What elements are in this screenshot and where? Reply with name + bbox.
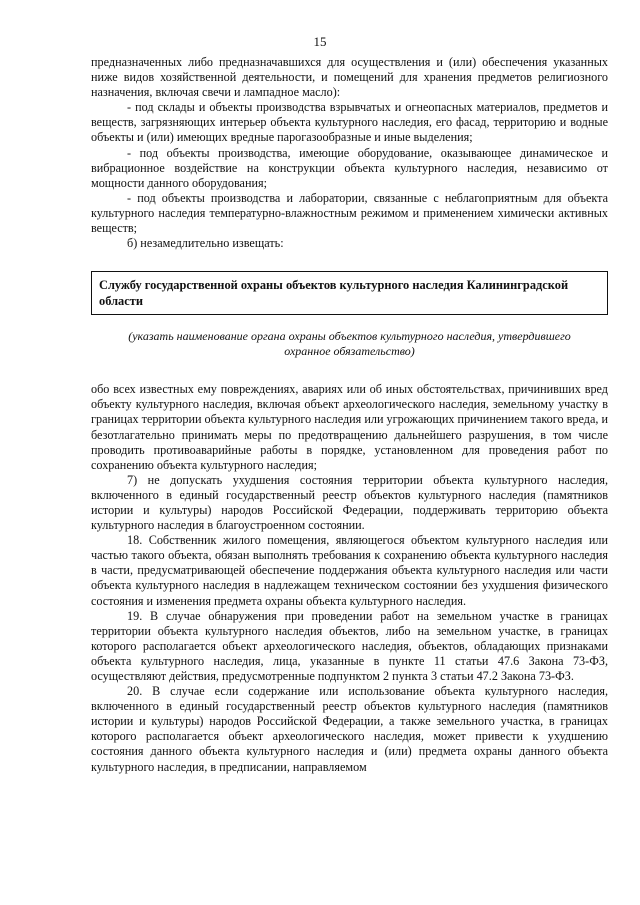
paragraph-section-19: 19. В случае обнаружения при проведении работ на земельном участке в границах территории объекта культурного наследия объектов, либо на земельном участке, в границах которого располагается объект археологического наследия, объектов, обладающих признаками объекта культурного наследия, лица, указанные в пункте 11 статьи 47.6 Закона 73-ФЗ, осуществляют действия, предусмотренные подпунктом 2 пункта 3 статьи 47.2 Закона 73-ФЗ. <box>91 608 608 683</box>
list-item-dynamic-equipment: - под объекты производства, имеющие оборудование, оказывающее динамическое и вибрационное воздействие на конструкции объекта культурного наследия, независимо от мощности данного оборудования; <box>91 145 608 190</box>
authority-caption: (указать наименование органа охраны объектов культурного наследия, утвердившего охранное обязательство) <box>128 329 571 358</box>
paragraph-notify: б) незамедлительно извещать: <box>127 236 284 251</box>
paragraph-damage-report: обо всех известных ему повреждениях, авариях или об иных обстоятельствах, причинивших вред объекту культурного наследия, включая объект археологического наследия, земельному участку в границах территории объекта культурного наследия или угрожающих причинением такого вреда, и безотлагательно принимать меры по предотвращению дальнейшего разрушения, в том числе проводить противоаварийные работы в порядке, установленном для проведения работ по сохранению объекта культурного наследия; <box>91 382 608 472</box>
page-number: 15 <box>313 34 327 49</box>
paragraph-section-18: 18. Собственник жилого помещения, являющегося объектом культурного наследия или частью такого объекта, обязан выполнять требования к сохранению объекта культурного наследия в части, предусматривающей обеспечение поддержания объекта культурного наследия или части объекта культурного наследия в надлежащем техническом состоянии без ухудшения физического состояния и изменения предмета охраны объекта культурного наследия. <box>91 533 608 608</box>
spacer <box>91 358 608 382</box>
authority-name-box: Службу государственной охраны объектов культурного наследия Калининградской области <box>91 271 608 315</box>
paragraph-intro: предназначенных либо предназначавшихся для осуществления и (или) обеспечения указанных ниже видов хозяйственной деятельности, и помещений для хранения предметов религиозного назначения, включая свечи и лампадное масло): <box>91 55 608 100</box>
document-body <box>91 55 608 775</box>
list-item-laboratories: - под объекты производства и лаборатории, связанные с неблагоприятным для объекта культурного наследия температурно-влажностным режимом и применением химически активных веществ; <box>91 190 608 236</box>
paragraph-section-20: 20. В случае если содержание или использование объекта культурного наследия, включенного в единый государственный реестр объектов культурного наследия (памятников истории и культуры) народов Российской Федерации, а также земельного участка, в границах которого располагается объект археологического наследия, может привести к ухудшению состояния данного объекта культурного наследия и (или) предмета охраны данного объекта культурного наследия, в предписании, направляемом <box>91 684 608 774</box>
paragraph-item-7: 7) не допускать ухудшения состояния территории объекта культурного наследия, включенного в единый государственный реестр объектов культурного наследия (памятников истории и культуры) народов Российской Федерации, поддерживать территорию объекта культурного наследия в благоустроенном состоянии. <box>91 472 608 533</box>
list-item-warehouses: - под склады и объекты производства взрывчатых и огнеопасных материалов, предметов и веществ, загрязняющих интерьер объекта культурного наследия, его фасад, территорию и водные объекты и (или) имеющих вредные парогазообразные и иные выделения; <box>91 100 608 145</box>
